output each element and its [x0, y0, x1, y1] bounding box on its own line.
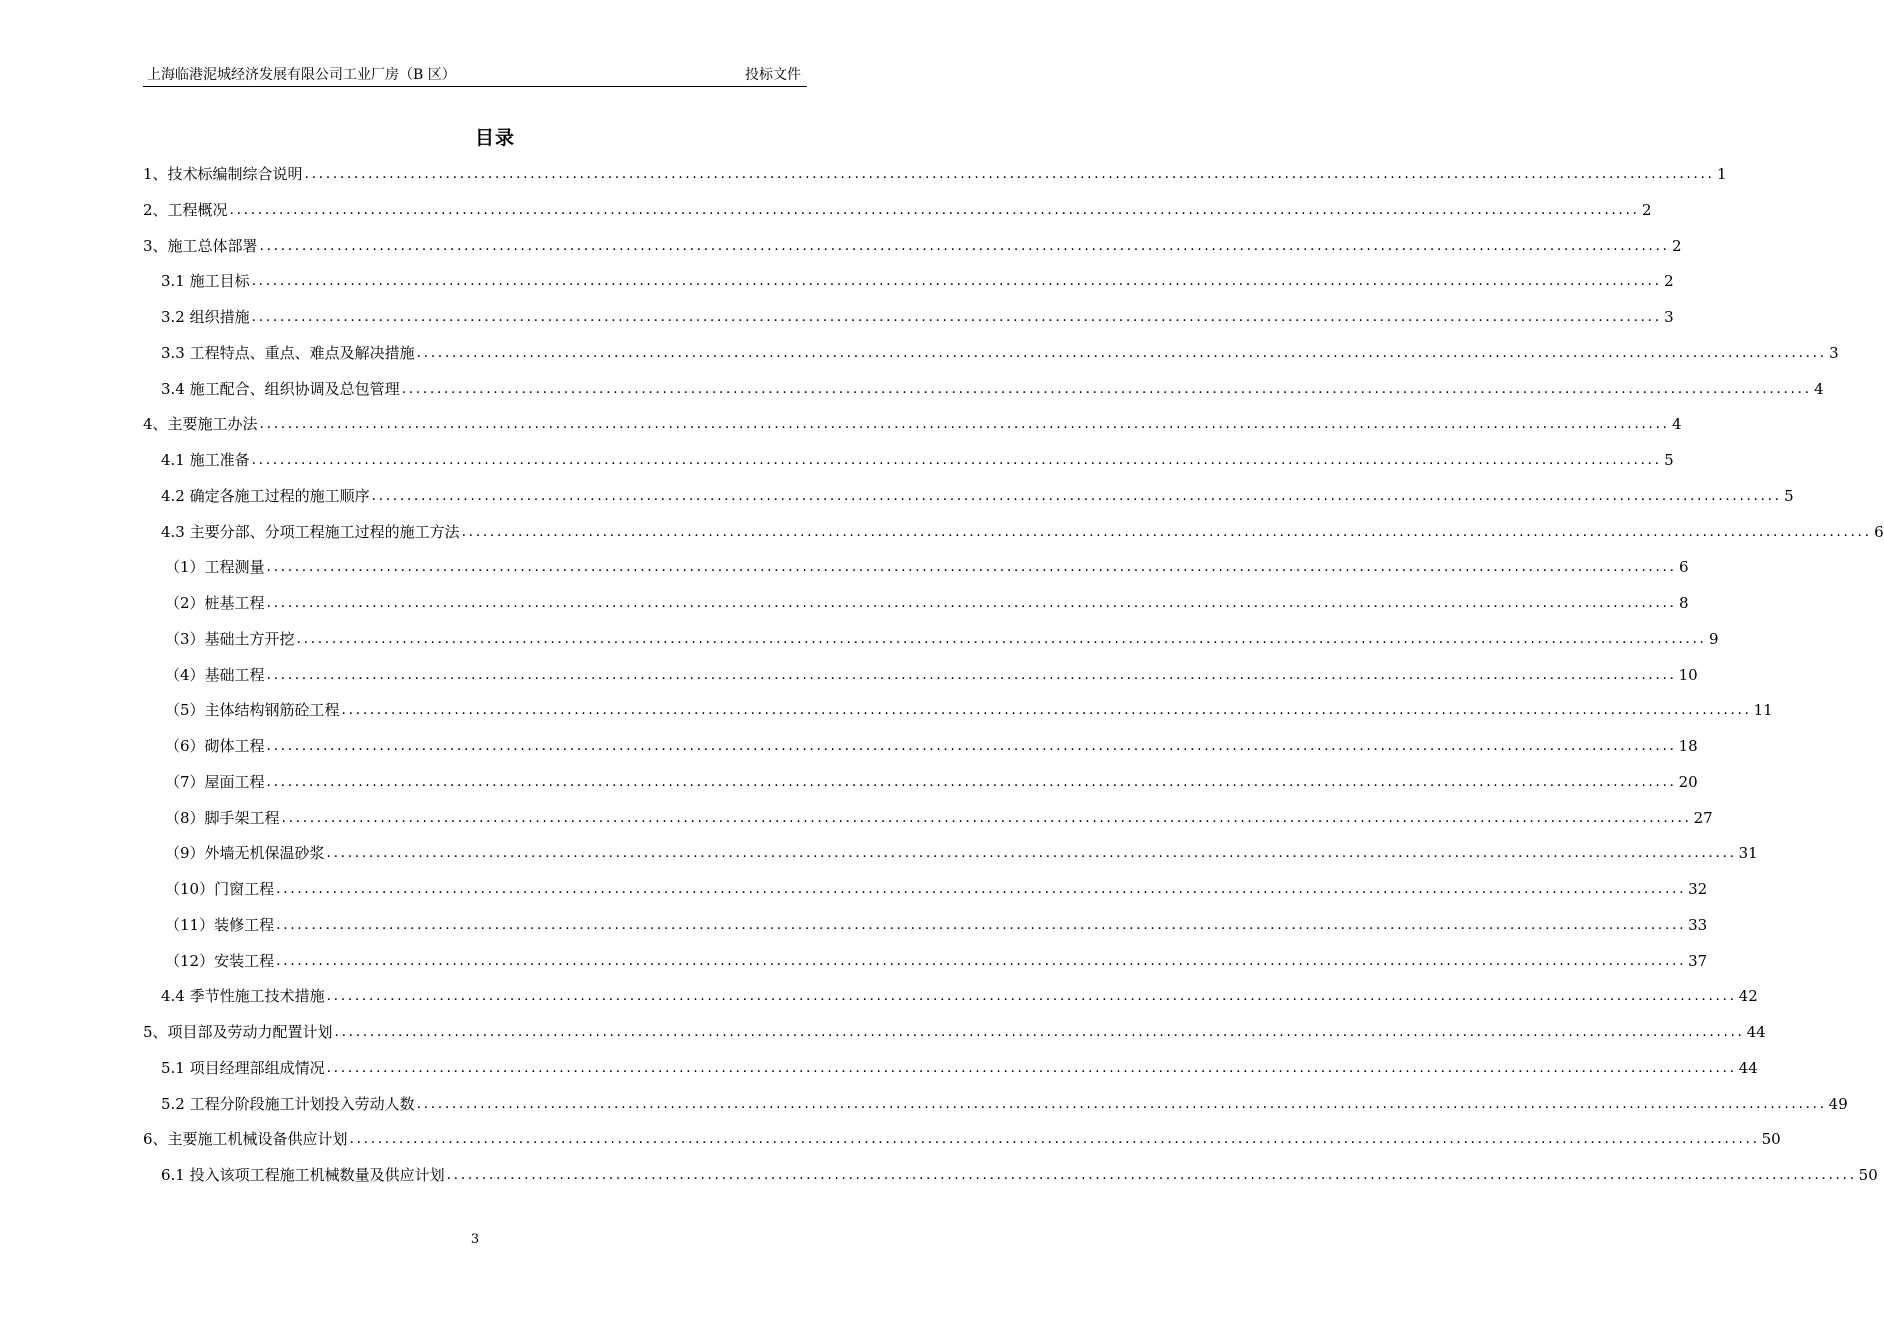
toc-dot-leader: ........................................................................................................................................................................................................ [304, 166, 1715, 182]
toc-dot-leader: ........................................................................................................................................................................................................ [276, 952, 1687, 969]
toc-entry-title: （4）基础工程 [165, 665, 265, 684]
toc-entry-page: 1 [1717, 165, 1727, 183]
toc-entry[interactable] [143, 586, 1689, 622]
toc-entry-page: 6 [1874, 522, 1884, 541]
toc-dot-leader: ........................................................................................................................................................................................................ [349, 1131, 1760, 1148]
toc-entry[interactable] [143, 407, 1682, 443]
toc-entry-page: 37 [1688, 951, 1708, 970]
toc-dot-leader: ........................................................................................................................................................................................................ [461, 523, 1872, 540]
toc-entry-title: 5.2 工程分阶段施工计划投入劳动人数 [161, 1094, 415, 1113]
toc-entry[interactable] [143, 372, 1824, 408]
toc-entry[interactable] [143, 658, 1698, 694]
toc-entry-page: 3 [1829, 343, 1839, 362]
header-document-type: 投标文件 [745, 67, 801, 83]
toc-entry[interactable] [143, 979, 1758, 1015]
toc-dot-leader: ........................................................................................................................................................................................................ [251, 452, 1662, 468]
toc-entry-page: 2 [1664, 272, 1674, 291]
toc-entry-title: （1）工程测量 [165, 558, 265, 577]
toc-entry[interactable] [143, 622, 1719, 658]
toc-entry-page: 8 [1679, 594, 1689, 612]
toc-entry-page: 27 [1693, 808, 1713, 827]
toc-entry-title: 4.2 确定各施工过程的施工顺序 [161, 486, 370, 505]
toc-entry-title: 2、工程概况 [143, 200, 228, 219]
toc-dot-leader: ........................................................................................................................................................................................................ [266, 595, 1677, 611]
toc-entry[interactable] [143, 908, 1708, 944]
toc-entry-title: （2）桩基工程 [165, 594, 265, 612]
toc-entry-title: （12）安装工程 [165, 951, 275, 970]
toc-dot-leader: ........................................................................................................................................................................................................ [326, 1059, 1737, 1076]
toc-dot-leader: ........................................................................................................................................................................................................ [259, 237, 1670, 254]
toc-entry-title: （6）砌体工程 [165, 737, 265, 755]
toc-entry[interactable] [143, 515, 1884, 551]
toc-entry-title: （7）屋面工程 [165, 772, 265, 791]
toc-entry-page: 33 [1688, 915, 1708, 934]
toc-entry-title: 6、主要施工机械设备供应计划 [143, 1130, 348, 1149]
toc-dot-leader: ........................................................................................................................................................................................................ [266, 666, 1677, 683]
toc-entry-title: 4.4 季节性施工技术措施 [161, 987, 325, 1006]
toc-dot-leader: ........................................................................................................................................................................................................ [281, 809, 1692, 826]
toc-entry-page: 6 [1679, 558, 1689, 577]
toc-entry-page: 18 [1678, 737, 1698, 755]
toc-entry[interactable] [143, 944, 1708, 980]
toc-entry-page: 11 [1753, 701, 1773, 720]
toc-entry[interactable] [143, 729, 1698, 765]
toc-entry-title: 6.1 投入该项工程施工机械数量及供应计划 [161, 1166, 445, 1184]
toc-entry-page: 20 [1678, 772, 1698, 791]
toc-entry-page: 49 [1828, 1094, 1848, 1113]
toc-entry-page: 50 [1761, 1130, 1781, 1149]
toc-entry[interactable] [143, 443, 1674, 479]
toc-entry-title: 3.2 组织措施 [161, 308, 250, 326]
toc-entry-title: 4.3 主要分部、分项工程施工过程的施工方法 [161, 522, 460, 541]
toc-entry-page: 42 [1738, 987, 1758, 1006]
toc-entry-title: 3.1 施工目标 [161, 272, 250, 291]
toc-entry-title: 1、技术标编制综合说明 [143, 165, 303, 183]
toc-dot-leader: ........................................................................................................................................................................................................ [266, 773, 1677, 790]
toc-dot-leader: ........................................................................................................................................................................................................ [401, 380, 1812, 397]
toc-dot-leader: ........................................................................................................................................................................................................ [259, 416, 1670, 433]
toc-dot-leader: ........................................................................................................................................................................................................ [371, 487, 1782, 504]
toc-dot-leader: ........................................................................................................................................................................................................ [416, 344, 1827, 361]
toc-entry[interactable] [143, 157, 1727, 193]
toc-entry-page: 10 [1678, 665, 1698, 684]
toc-entry[interactable] [143, 336, 1839, 372]
toc-dot-leader: ........................................................................................................................................................................................................ [326, 845, 1737, 862]
toc-entry-page: 44 [1738, 1058, 1758, 1077]
toc-entry[interactable] [143, 1158, 1878, 1194]
toc-entry-page: 31 [1738, 844, 1758, 863]
toc-title: 目录 [474, 127, 515, 149]
toc-entry-title: 3.3 工程特点、重点、难点及解决措施 [161, 343, 415, 362]
toc-dot-leader: ........................................................................................................................................................................................................ [296, 630, 1707, 647]
toc-entry[interactable] [143, 550, 1689, 586]
toc-entry[interactable] [143, 229, 1682, 265]
toc-dot-leader: ........................................................................................................................................................................................................ [326, 988, 1737, 1005]
toc-entry-title: 4.1 施工准备 [161, 451, 250, 469]
toc-entry-title: （9）外墙无机保温砂浆 [165, 844, 325, 863]
toc-entry-title: 4、主要施工办法 [143, 415, 258, 434]
toc-entry-title: （8）脚手架工程 [165, 808, 280, 827]
toc-entry[interactable] [143, 836, 1758, 872]
toc-entry-title: 5.1 项目经理部组成情况 [161, 1058, 325, 1077]
toc-dot-leader: ........................................................................................................................................................................................................ [251, 309, 1662, 325]
table-of-contents [143, 157, 1884, 1194]
toc-entry-page: 4 [1672, 415, 1682, 434]
toc-dot-leader: ........................................................................................................................................................................................................ [446, 1167, 1857, 1183]
toc-entry-page: 32 [1688, 880, 1708, 898]
toc-dot-leader: ........................................................................................................................................................................................................ [334, 1024, 1745, 1040]
toc-entry-page: 5 [1784, 486, 1794, 505]
toc-entry[interactable] [143, 264, 1674, 300]
toc-entry-page: 2 [1672, 236, 1682, 255]
toc-entry-page: 44 [1746, 1023, 1766, 1041]
toc-entry[interactable] [143, 1015, 1766, 1051]
toc-entry[interactable] [143, 300, 1674, 336]
toc-entry-title: （5）主体结构钢筋砼工程 [165, 701, 340, 720]
toc-dot-leader: ........................................................................................................................................................................................................ [229, 201, 1640, 218]
toc-entry-title: 5、项目部及劳动力配置计划 [143, 1023, 333, 1041]
toc-dot-leader: ........................................................................................................................................................................................................ [266, 738, 1677, 754]
toc-entry[interactable] [143, 193, 1652, 229]
toc-entry-page: 50 [1858, 1166, 1878, 1184]
toc-dot-leader: ........................................................................................................................................................................................................ [341, 702, 1752, 719]
toc-dot-leader: ........................................................................................................................................................................................................ [416, 1095, 1827, 1112]
toc-entry-page: 5 [1664, 451, 1674, 469]
toc-dot-leader: ........................................................................................................................................................................................................ [276, 916, 1687, 933]
toc-entry[interactable] [143, 872, 1708, 908]
toc-entry[interactable] [143, 693, 1773, 729]
page-number: 3 [470, 1232, 480, 1247]
toc-entry-title: （11）装修工程 [165, 915, 275, 934]
toc-entry[interactable] [143, 801, 1713, 837]
toc-entry[interactable] [143, 765, 1698, 801]
header-document-title: 上海临港泥城经济发展有限公司工业厂房（B 区） [147, 67, 456, 83]
toc-entry-title: （3）基础土方开挖 [165, 629, 295, 648]
toc-entry-title: 3.4 施工配合、组织协调及总包管理 [161, 379, 400, 398]
toc-entry[interactable] [143, 1122, 1781, 1158]
toc-entry[interactable] [143, 1087, 1848, 1123]
toc-entry-page: 4 [1814, 379, 1824, 398]
toc-entry-page: 2 [1642, 200, 1652, 219]
page-header [143, 64, 807, 87]
toc-entry[interactable] [143, 479, 1794, 515]
toc-entry-page: 3 [1664, 308, 1674, 326]
toc-entry[interactable] [143, 1051, 1758, 1087]
toc-entry-title: 3、施工总体部署 [143, 236, 258, 255]
toc-entry-page: 9 [1709, 629, 1719, 648]
toc-dot-leader: ........................................................................................................................................................................................................ [251, 273, 1662, 290]
toc-dot-leader: ........................................................................................................................................................................................................ [266, 559, 1677, 576]
toc-dot-leader: ........................................................................................................................................................................................................ [276, 881, 1687, 897]
toc-entry-title: （10）门窗工程 [165, 880, 275, 898]
